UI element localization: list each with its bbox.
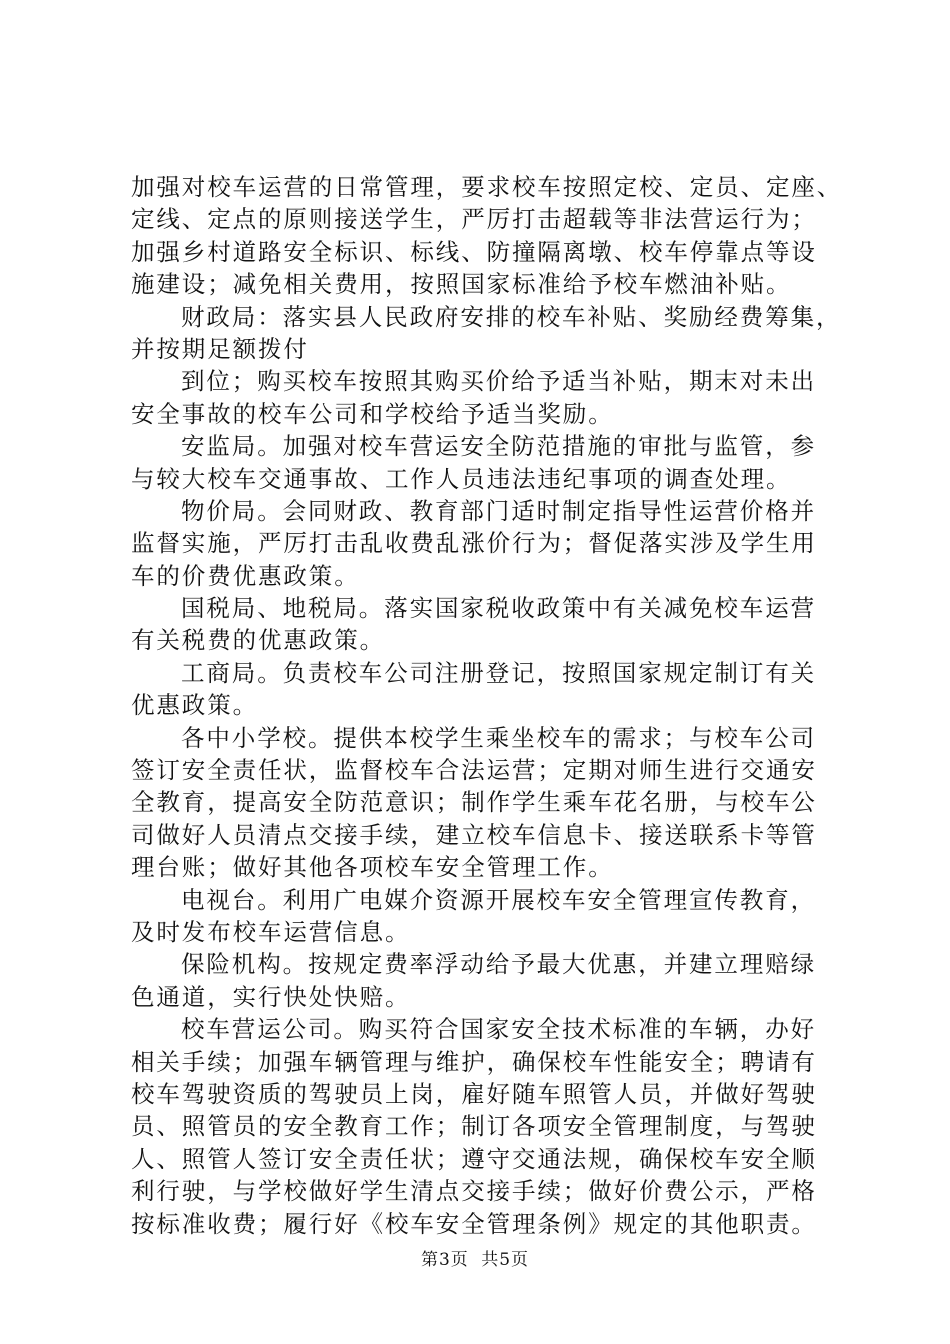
text-line: 施建设；减免相关费用，按照国家标准给予校车燃油补贴。 bbox=[131, 270, 792, 299]
text-line: 按标准收费；履行好《校车安全管理条例》规定的其他职责。 bbox=[131, 1209, 817, 1238]
text-line: 车的价费优惠政策。 bbox=[131, 561, 360, 590]
text-line: 各中小学校。提供本校学生乘坐校车的需求；与校车公司 bbox=[181, 723, 816, 752]
text-line: 电视台。利用广电媒介资源开展校车安全管理宣传教育， bbox=[181, 885, 816, 914]
text-line: 监督实施，严厉打击乱收费乱涨价行为；督促落实涉及学生用 bbox=[131, 529, 817, 558]
text-line: 并按期足额拨付 bbox=[131, 334, 309, 363]
text-line: 校车营运公司。购买符合国家安全技术标准的车辆，办好 bbox=[181, 1015, 816, 1044]
text-line: 工商局。负责校车公司注册登记，按照国家规定制订有关 bbox=[181, 658, 816, 687]
text-line: 签订安全责任状，监督校车合法运营；定期对师生进行交通安 bbox=[131, 756, 817, 785]
text-line: 财政局：落实县人民政府安排的校车补贴、奖励经费筹集， bbox=[181, 302, 842, 331]
text-line: 优惠政策。 bbox=[131, 691, 258, 720]
text-line: 员、照管员的安全教育工作；制订各项安全管理制度，与驾驶 bbox=[131, 1112, 817, 1141]
text-line: 人、照管人签订安全责任状；遵守交通法规，确保校车安全顺 bbox=[131, 1144, 817, 1173]
text-line: 有关税费的优惠政策。 bbox=[131, 626, 385, 655]
text-line: 全教育，提高安全防范意识；制作学生乘车花名册，与校车公 bbox=[131, 788, 817, 817]
text-line: 色通道，实行快处快赔。 bbox=[131, 982, 411, 1011]
text-line: 定线、定点的原则接送学生，严厉打击超载等非法营运行为； bbox=[131, 205, 817, 234]
document-body bbox=[131, 171, 843, 1240]
text-line: 加强对校车运营的日常管理，要求校车按照定校、定员、定座、 bbox=[131, 173, 843, 201]
text-line: 物价局。会同财政、教育部门适时制定指导性运营价格并 bbox=[181, 496, 816, 525]
page-number: 第3页 bbox=[420, 1250, 469, 1270]
text-line: 理台账；做好其他各项校车安全管理工作。 bbox=[131, 853, 614, 882]
text-line: 相关手续；加强车辆管理与维护，确保校车性能安全；聘请有 bbox=[131, 1047, 817, 1076]
text-line: 及时发布校车运营信息。 bbox=[131, 917, 411, 946]
text-line: 加强乡村道路安全标识、标线、防撞隔离墩、校车停靠点等设 bbox=[131, 237, 817, 266]
text-line: 国税局、地税局。落实国家税收政策中有关减免校车运营 bbox=[181, 594, 816, 623]
text-line: 保险机构。按规定费率浮动给予最大优惠，并建立理赔绿 bbox=[181, 950, 816, 979]
text-line: 安监局。加强对校车营运安全防范措施的审批与监管，参 bbox=[181, 432, 816, 461]
text-line: 司做好人员清点交接手续，建立校车信息卡、接送联系卡等管 bbox=[131, 820, 817, 849]
text-line: 与较大校车交通事故、工作人员违法违纪事项的调查处理。 bbox=[131, 464, 792, 493]
text-line: 校车驾驶资质的驾驶员上岗，雇好随车照管人员，并做好驾驶 bbox=[131, 1079, 817, 1108]
page-total: 共5页 bbox=[481, 1250, 530, 1270]
text-line: 到位；购买校车按照其购买价给予适当补贴，期末对未出 bbox=[181, 367, 816, 396]
text-line: 安全事故的校车公司和学校给予适当奖励。 bbox=[131, 399, 614, 428]
page-footer bbox=[0, 1245, 950, 1270]
text-line: 利行驶，与学校做好学生清点交接手续；做好价费公示，严格 bbox=[131, 1177, 817, 1206]
